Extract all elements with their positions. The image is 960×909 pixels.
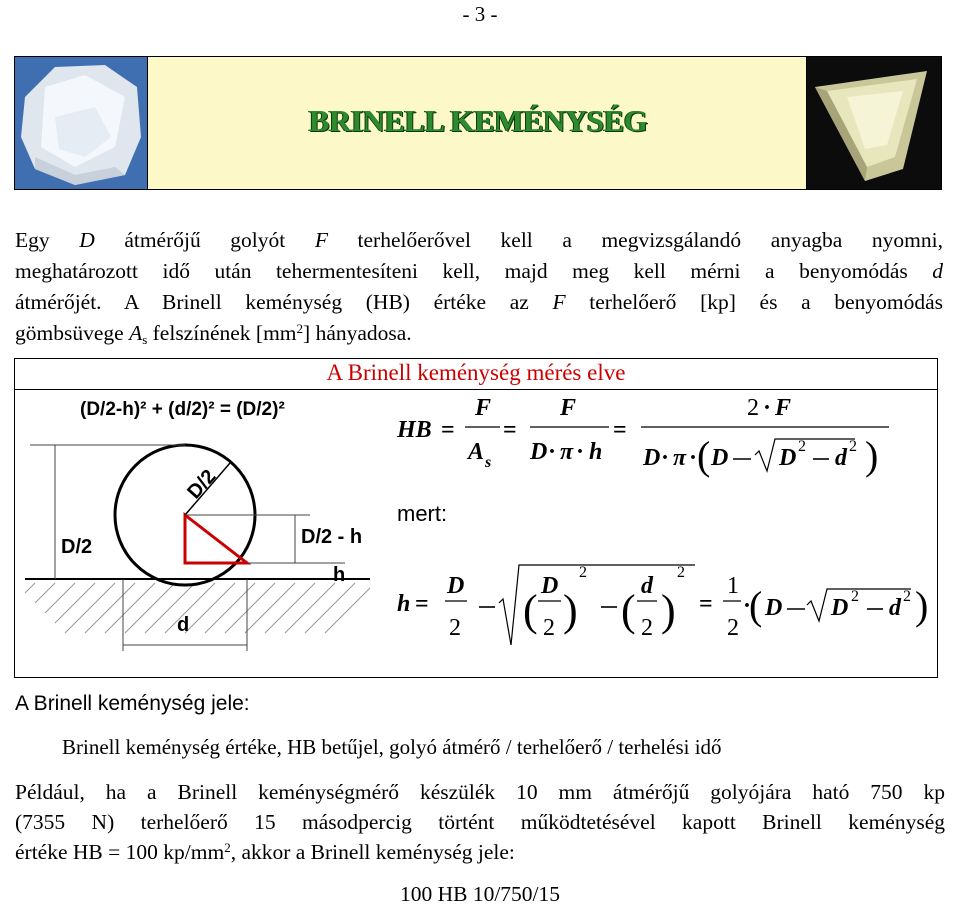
title-banner xyxy=(14,56,942,190)
svg-text:·: · xyxy=(689,445,698,471)
svg-text:h: h xyxy=(397,591,411,617)
svg-text:=: = xyxy=(441,417,455,443)
svg-text:(: ( xyxy=(697,433,711,478)
svg-text:h: h xyxy=(589,439,603,465)
hb-formula xyxy=(395,393,935,479)
label-radius: D/2 xyxy=(183,465,221,504)
svg-text:2: 2 xyxy=(851,588,859,605)
svg-text:): ) xyxy=(661,586,676,635)
page-title: BRINELL KEMÉNYSÉG xyxy=(308,103,648,138)
principle-title-row xyxy=(15,359,937,390)
svg-text:d: d xyxy=(641,573,653,599)
svg-text:1: 1 xyxy=(727,573,739,599)
svg-text:2: 2 xyxy=(798,438,806,455)
example-result: 100 HB 10/750/15 xyxy=(399,882,561,906)
svg-text:2: 2 xyxy=(747,395,759,421)
svg-text:2: 2 xyxy=(849,438,857,455)
svg-text:2: 2 xyxy=(449,615,461,641)
intro-paragraph: Egy D átmérőjű golyót F terhelőerővel kell a megvizsgálandó anyagba nyomni, meghatározott idő után tehermentesíteni kell, majd meg kell mérni a benyomódás d átmérőjét. A Brinell keménység (HB) értéke az F terhelőerő [kp] és a benyomódás gömbsüvege $A_s$ felszínének $[mm^2]$ hányadosa. xyxy=(15,228,943,347)
principle-box xyxy=(14,358,938,678)
svg-text:): ) xyxy=(563,586,578,635)
svg-text:2: 2 xyxy=(543,615,555,641)
svg-text:D: D xyxy=(831,595,849,621)
sign-format: Brinell keménység értéke, HB betűjel, golyó átmérő / terhelőerő / terhelési idő xyxy=(62,735,722,759)
svg-text:=: = xyxy=(415,591,429,617)
svg-text:·: · xyxy=(576,439,585,465)
svg-text:2: 2 xyxy=(641,615,653,641)
label-d2-minus-h: D/2 - h xyxy=(301,526,363,548)
svg-text:A: A xyxy=(468,439,485,465)
svg-text:d: d xyxy=(835,445,847,471)
svg-text:D: D xyxy=(530,439,548,465)
svg-text:D: D xyxy=(643,445,661,471)
svg-text:=: = xyxy=(613,417,627,443)
svg-text:2: 2 xyxy=(677,564,685,581)
label-h: h xyxy=(333,564,346,586)
label-d: d xyxy=(177,614,190,636)
label-d2-left: D/2 xyxy=(61,536,93,558)
svg-text:π: π xyxy=(673,445,687,471)
svg-text:2: 2 xyxy=(903,588,911,605)
hb-symbol: HB xyxy=(397,417,432,443)
svg-text:(: ( xyxy=(749,583,763,628)
svg-text:=: = xyxy=(503,417,517,443)
svg-text:(: ( xyxy=(621,586,636,635)
svg-text:s: s xyxy=(485,454,492,471)
svg-text:2: 2 xyxy=(727,615,739,641)
svg-text:D: D xyxy=(765,595,783,621)
svg-text:(: ( xyxy=(523,586,538,635)
svg-text:·: · xyxy=(548,439,557,465)
diamond-crystal-photo xyxy=(806,57,941,189)
svg-text:D: D xyxy=(541,573,559,599)
svg-text:F: F xyxy=(475,395,492,421)
svg-text:π: π xyxy=(560,439,574,465)
svg-text:): ) xyxy=(915,583,929,628)
svg-text:D: D xyxy=(447,573,465,599)
svg-text:2: 2 xyxy=(579,564,587,581)
page-number: - 3 - xyxy=(462,2,498,26)
sign-label: A Brinell keménység jele: xyxy=(15,692,250,715)
image-divider xyxy=(147,57,148,189)
svg-text:·: · xyxy=(743,593,752,619)
svg-text:d: d xyxy=(889,595,901,621)
svg-text:D: D xyxy=(779,445,797,471)
svg-text:D: D xyxy=(711,445,729,471)
white-mineral-photo xyxy=(15,57,147,189)
mert-label: mert: xyxy=(397,501,448,526)
h-formula xyxy=(395,555,935,651)
svg-text:F: F xyxy=(560,395,577,421)
diagram-equation: (D/2-h)² + (d/2)² = (D/2)² xyxy=(80,399,285,420)
example-paragraph: Például, ha a Brinell keménységmérő készülék 10 mm átmérőjű golyójára ható 750 kp (7355 N) terhelőerő 15 másodpercig történt működtetésével kapott Brinell keménység értéke HB = 100 $kp/mm^2$, akkor a Brinell keménység jele: xyxy=(15,780,945,864)
svg-text:·: · xyxy=(763,395,772,421)
brinell-diagram xyxy=(25,393,370,675)
svg-text:·: · xyxy=(661,445,670,471)
svg-text:=: = xyxy=(699,591,713,617)
principle-title: A Brinell keménység mérés elve xyxy=(326,360,626,385)
svg-text:): ) xyxy=(865,433,879,478)
svg-text:F: F xyxy=(775,395,792,421)
